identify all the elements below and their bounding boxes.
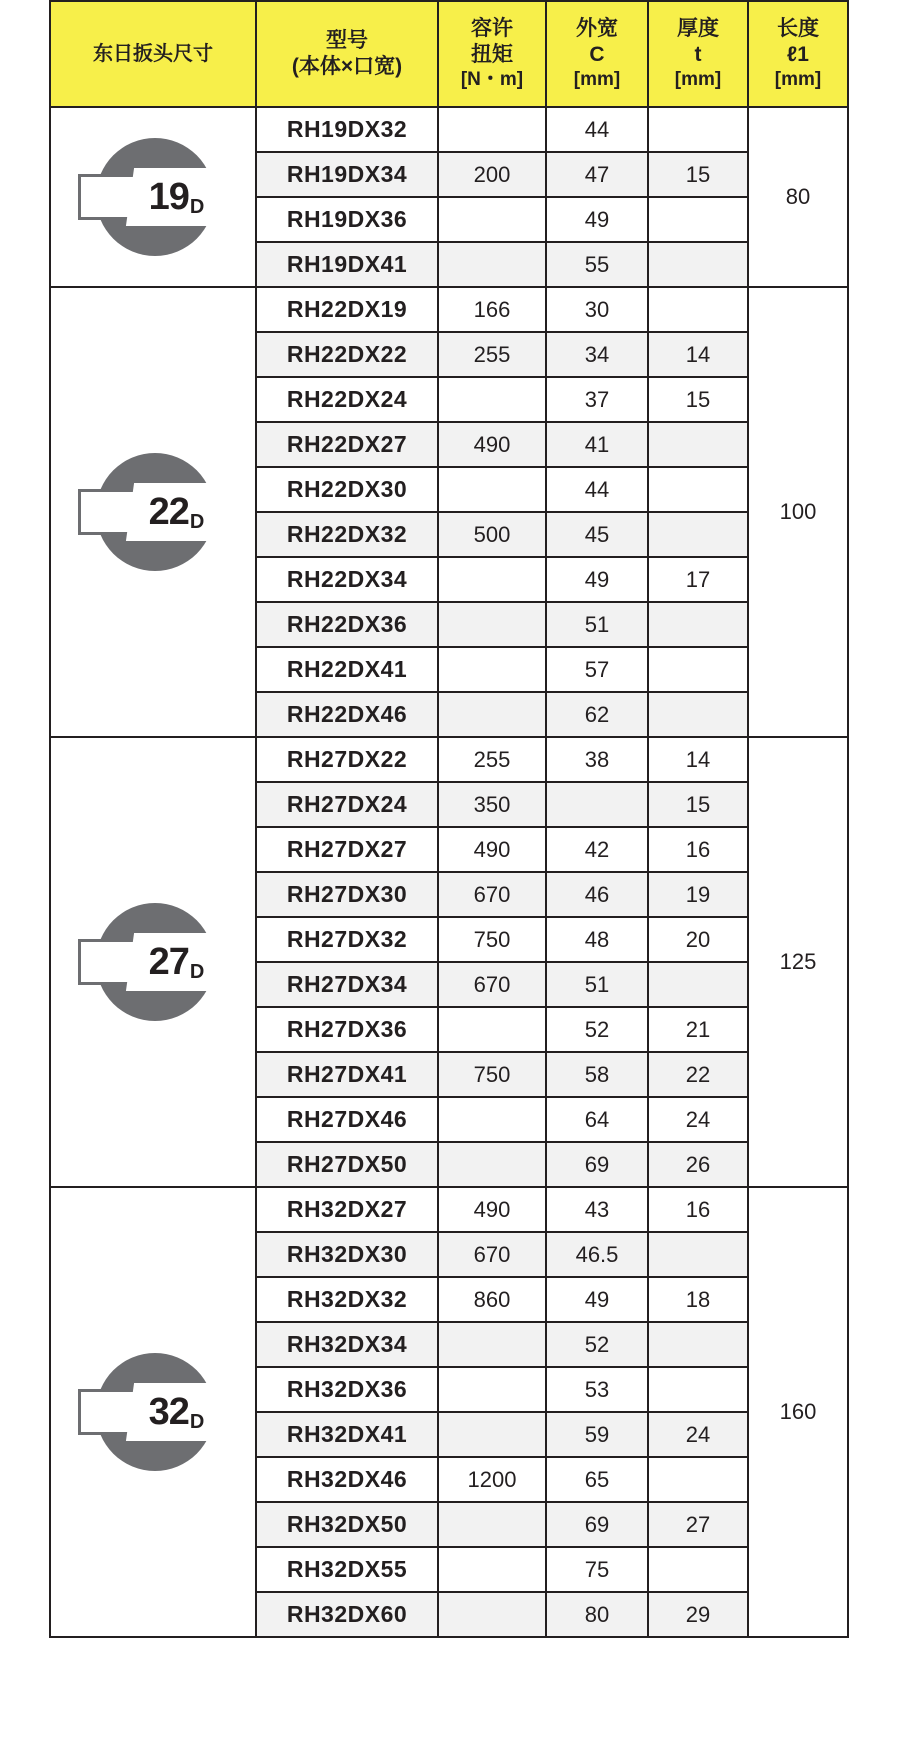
cell-torque: 166 <box>438 287 546 332</box>
wrench-head-icon <box>78 1353 228 1471</box>
cell-outer-width <box>546 782 648 827</box>
badge-label <box>130 1383 222 1441</box>
cell-model: RH19DX41 <box>256 242 438 287</box>
cell-torque: 200 <box>438 152 546 197</box>
cell-torque <box>438 1097 546 1142</box>
cell-model: RH19DX36 <box>256 197 438 242</box>
cell-torque <box>438 242 546 287</box>
badge-label <box>130 483 222 541</box>
cell-model: RH32DX30 <box>256 1232 438 1277</box>
header-torque <box>438 1 546 107</box>
cell-torque <box>438 647 546 692</box>
header-thickness <box>648 1 748 107</box>
cell-outer-width: 38 <box>546 737 648 782</box>
table-row <box>50 737 848 782</box>
cell-outer-width: 37 <box>546 377 648 422</box>
head-size-icon <box>50 107 256 287</box>
header-row <box>50 1 848 107</box>
cell-torque: 750 <box>438 917 546 962</box>
head-size-icon <box>50 1187 256 1637</box>
cell-outer-width: 69 <box>546 1502 648 1547</box>
cell-outer-width: 49 <box>546 1277 648 1322</box>
cell-thickness: 26 <box>648 1142 748 1187</box>
cell-thickness <box>648 647 748 692</box>
cell-model: RH32DX27 <box>256 1187 438 1232</box>
cell-torque <box>438 1502 546 1547</box>
cell-torque <box>438 1547 546 1592</box>
cell-outer-width: 64 <box>546 1097 648 1142</box>
cell-model: RH27DX50 <box>256 1142 438 1187</box>
header-icon-size-label: 东日扳头尺寸 <box>93 42 213 65</box>
cell-outer-width: 53 <box>546 1367 648 1412</box>
cell-model: RH27DX46 <box>256 1097 438 1142</box>
cell-model: RH27DX27 <box>256 827 438 872</box>
cell-torque: 490 <box>438 827 546 872</box>
cell-outer-width: 49 <box>546 557 648 602</box>
cell-thickness: 15 <box>648 782 748 827</box>
header-torque-line2: 扭矩 <box>471 43 513 67</box>
cell-torque: 490 <box>438 1187 546 1232</box>
cell-thickness: 20 <box>648 917 748 962</box>
cell-torque: 670 <box>438 962 546 1007</box>
cell-torque <box>438 197 546 242</box>
table-row <box>50 1187 848 1232</box>
cell-outer-width: 62 <box>546 692 648 737</box>
badge-suffix: D <box>189 961 204 983</box>
cell-model: RH27DX32 <box>256 917 438 962</box>
cell-length: 125 <box>748 737 848 1187</box>
wrench-head-icon <box>78 138 228 256</box>
cell-thickness <box>648 287 748 332</box>
cell-torque: 670 <box>438 872 546 917</box>
cell-thickness: 15 <box>648 152 748 197</box>
cell-outer-width: 48 <box>546 917 648 962</box>
cell-model: RH27DX30 <box>256 872 438 917</box>
cell-model: RH32DX34 <box>256 1322 438 1367</box>
cell-torque <box>438 692 546 737</box>
cell-torque <box>438 377 546 422</box>
cell-thickness: 24 <box>648 1412 748 1457</box>
cell-torque: 350 <box>438 782 546 827</box>
header-length-symbol: ℓ1 <box>787 43 809 67</box>
cell-torque <box>438 557 546 602</box>
wrench-head-spec-table <box>49 0 849 1638</box>
cell-model: RH32DX36 <box>256 1367 438 1412</box>
cell-model: RH27DX41 <box>256 1052 438 1097</box>
cell-outer-width: 51 <box>546 962 648 1007</box>
cell-thickness <box>648 962 748 1007</box>
header-torque-unit: [N・m] <box>460 69 524 91</box>
table-body <box>50 107 848 1637</box>
cell-outer-width: 41 <box>546 422 648 467</box>
cell-model: RH32DX46 <box>256 1457 438 1502</box>
head-size-icon <box>50 737 256 1187</box>
cell-thickness: 14 <box>648 737 748 782</box>
cell-model: RH22DX27 <box>256 422 438 467</box>
header-length <box>748 1 848 107</box>
head-size-icon <box>50 287 256 737</box>
cell-torque <box>438 1412 546 1457</box>
cell-thickness <box>648 1232 748 1277</box>
cell-torque <box>438 1367 546 1412</box>
header-icon-size <box>50 1 256 107</box>
wrench-head-icon <box>78 453 228 571</box>
cell-thickness: 16 <box>648 1187 748 1232</box>
cell-model: RH32DX32 <box>256 1277 438 1322</box>
cell-outer-width: 46.5 <box>546 1232 648 1277</box>
cell-outer-width: 43 <box>546 1187 648 1232</box>
cell-torque <box>438 107 546 152</box>
badge-label <box>130 168 222 226</box>
badge-label <box>130 933 222 991</box>
cell-torque: 255 <box>438 332 546 377</box>
cell-model: RH32DX41 <box>256 1412 438 1457</box>
cell-outer-width: 34 <box>546 332 648 377</box>
cell-model: RH19DX34 <box>256 152 438 197</box>
cell-model: RH32DX55 <box>256 1547 438 1592</box>
cell-thickness: 19 <box>648 872 748 917</box>
cell-thickness: 27 <box>648 1502 748 1547</box>
head-badge-wrap <box>51 1353 255 1471</box>
cell-length: 100 <box>748 287 848 737</box>
cell-outer-width: 69 <box>546 1142 648 1187</box>
cell-thickness: 16 <box>648 827 748 872</box>
cell-thickness <box>648 242 748 287</box>
cell-outer-width: 55 <box>546 242 648 287</box>
cell-model: RH22DX32 <box>256 512 438 557</box>
badge-number: 32 <box>148 1390 189 1433</box>
cell-outer-width: 58 <box>546 1052 648 1097</box>
cell-thickness: 15 <box>648 377 748 422</box>
cell-torque: 1200 <box>438 1457 546 1502</box>
cell-model: RH32DX50 <box>256 1502 438 1547</box>
cell-thickness <box>648 467 748 512</box>
badge-number: 22 <box>148 490 189 533</box>
wrench-head-icon <box>78 903 228 1021</box>
header-model-line1: 型号 <box>326 28 368 52</box>
cell-torque <box>438 1142 546 1187</box>
cell-torque: 500 <box>438 512 546 557</box>
badge-number: 27 <box>148 940 189 983</box>
header-torque-line1: 容许 <box>471 16 513 40</box>
cell-outer-width: 59 <box>546 1412 648 1457</box>
cell-model: RH32DX60 <box>256 1592 438 1637</box>
badge-suffix: D <box>189 1411 204 1433</box>
cell-outer-width: 42 <box>546 827 648 872</box>
cell-outer-width: 44 <box>546 107 648 152</box>
header-width <box>546 1 648 107</box>
cell-outer-width: 52 <box>546 1007 648 1052</box>
cell-torque: 860 <box>438 1277 546 1322</box>
cell-thickness <box>648 107 748 152</box>
head-badge-wrap <box>51 453 255 571</box>
cell-thickness <box>648 1322 748 1367</box>
cell-torque: 750 <box>438 1052 546 1097</box>
cell-torque: 490 <box>438 422 546 467</box>
cell-model: RH22DX24 <box>256 377 438 422</box>
header-length-line1: 长度 <box>777 16 819 40</box>
head-badge-wrap <box>51 903 255 1021</box>
cell-outer-width: 80 <box>546 1592 648 1637</box>
badge-suffix: D <box>189 196 204 218</box>
cell-thickness <box>648 197 748 242</box>
cell-torque: 670 <box>438 1232 546 1277</box>
cell-thickness <box>648 1457 748 1502</box>
table-row <box>50 107 848 152</box>
cell-length: 160 <box>748 1187 848 1637</box>
cell-thickness: 22 <box>648 1052 748 1097</box>
cell-model: RH22DX22 <box>256 332 438 377</box>
cell-thickness <box>648 512 748 557</box>
cell-thickness <box>648 1547 748 1592</box>
cell-outer-width: 45 <box>546 512 648 557</box>
cell-outer-width: 57 <box>546 647 648 692</box>
cell-torque <box>438 1007 546 1052</box>
cell-outer-width: 75 <box>546 1547 648 1592</box>
cell-thickness <box>648 692 748 737</box>
cell-thickness <box>648 1367 748 1412</box>
cell-outer-width: 30 <box>546 287 648 332</box>
header-model-line2: (本体×口宽) <box>291 55 403 78</box>
cell-outer-width: 46 <box>546 872 648 917</box>
cell-model: RH27DX34 <box>256 962 438 1007</box>
cell-thickness: 18 <box>648 1277 748 1322</box>
cell-outer-width: 51 <box>546 602 648 647</box>
cell-length: 80 <box>748 107 848 287</box>
cell-thickness <box>648 422 748 467</box>
cell-model: RH22DX34 <box>256 557 438 602</box>
cell-torque: 255 <box>438 737 546 782</box>
header-length-unit: [mm] <box>774 69 822 91</box>
cell-thickness: 29 <box>648 1592 748 1637</box>
cell-torque <box>438 1322 546 1367</box>
cell-outer-width: 49 <box>546 197 648 242</box>
header-width-line1: 外宽 <box>576 16 618 40</box>
cell-outer-width: 47 <box>546 152 648 197</box>
cell-torque <box>438 467 546 512</box>
cell-thickness: 14 <box>648 332 748 377</box>
cell-outer-width: 52 <box>546 1322 648 1367</box>
header-width-unit: [mm] <box>573 69 621 91</box>
cell-model: RH27DX36 <box>256 1007 438 1052</box>
header-thickness-line1: 厚度 <box>677 16 719 40</box>
badge-number: 19 <box>148 175 189 218</box>
header-thickness-symbol: t <box>694 43 702 67</box>
head-badge-wrap <box>51 138 255 256</box>
badge-suffix: D <box>189 511 204 533</box>
header-model <box>256 1 438 107</box>
cell-model: RH22DX30 <box>256 467 438 512</box>
cell-model: RH22DX19 <box>256 287 438 332</box>
header-thickness-unit: [mm] <box>674 69 722 91</box>
cell-model: RH22DX36 <box>256 602 438 647</box>
cell-thickness: 24 <box>648 1097 748 1142</box>
cell-thickness: 21 <box>648 1007 748 1052</box>
cell-model: RH19DX32 <box>256 107 438 152</box>
cell-model: RH27DX22 <box>256 737 438 782</box>
cell-torque <box>438 1592 546 1637</box>
table-header <box>50 1 848 107</box>
header-width-symbol: C <box>589 43 605 67</box>
cell-outer-width: 44 <box>546 467 648 512</box>
cell-outer-width: 65 <box>546 1457 648 1502</box>
cell-thickness <box>648 602 748 647</box>
cell-model: RH22DX46 <box>256 692 438 737</box>
cell-model: RH27DX24 <box>256 782 438 827</box>
cell-model: RH22DX41 <box>256 647 438 692</box>
cell-torque <box>438 602 546 647</box>
cell-thickness: 17 <box>648 557 748 602</box>
table-row <box>50 287 848 332</box>
